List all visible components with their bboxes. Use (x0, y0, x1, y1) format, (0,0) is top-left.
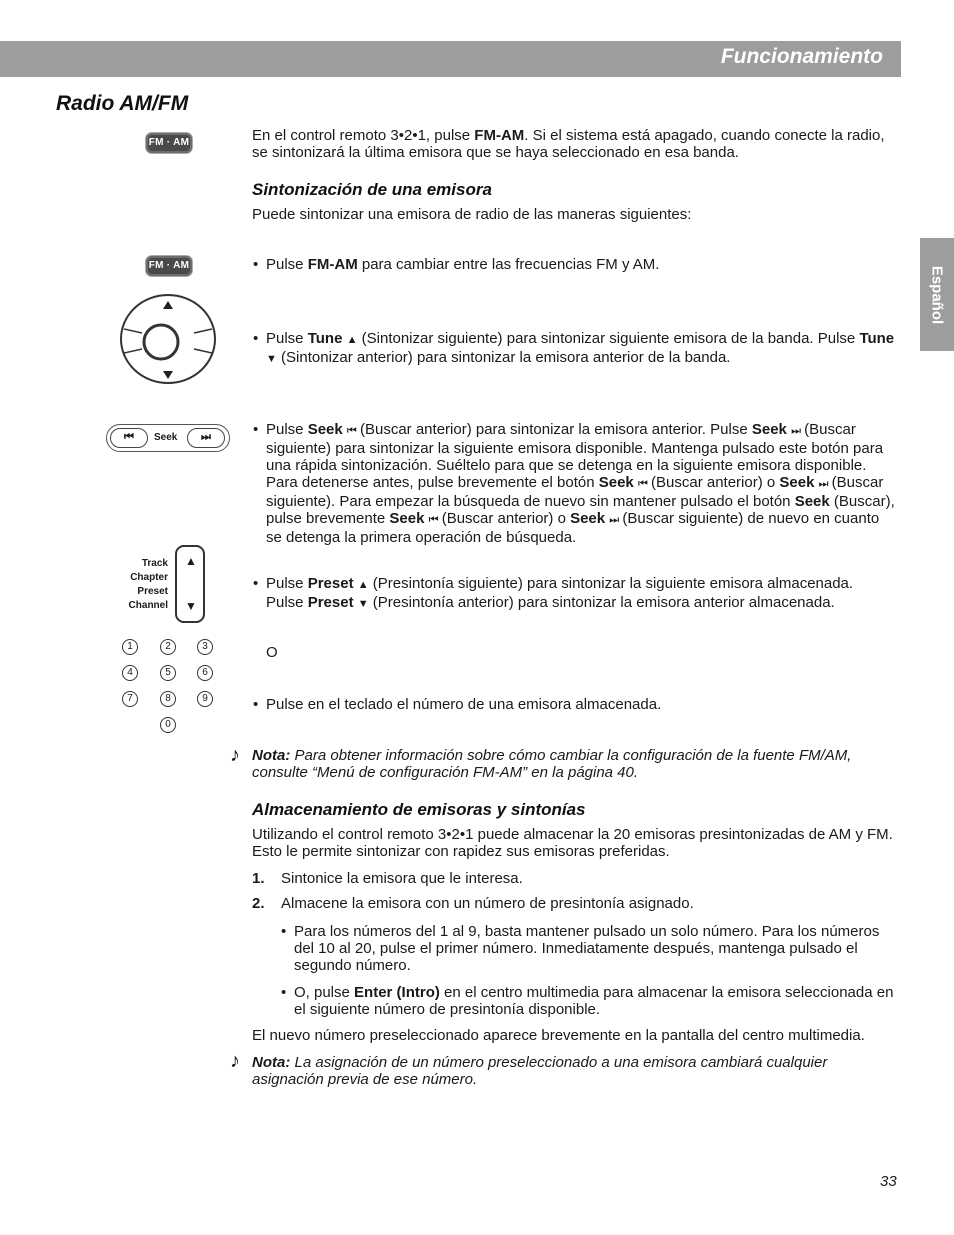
bullet-dot: • (253, 330, 259, 347)
bullet-dot: • (281, 984, 287, 1001)
b3-seek: Seek (307, 421, 343, 438)
seek-forward-icon: ⏭ (187, 428, 225, 448)
storing-closing: El nuevo número preseleccionado aparece brevemente en la pantalla del centro multimedia. (252, 1027, 865, 1044)
tuning-bullet-tune (266, 330, 896, 368)
storing-lead: Utilizando el control remoto 3•2•1 puede almacenar la 20 emisoras presintonizadas de AM y FM. Esto le permite sintonizar con rapidez sus emisoras preferidas. (252, 826, 893, 860)
intro-text-2: . Si el sistema está apagado, cuando conecte la radio, se sintonizará la última emisora que se haya seleccionado en esa banda. (252, 127, 885, 161)
fm-am-button-icon-2: FM · AM (146, 256, 192, 276)
up-triangle-icon: ▲ (357, 579, 369, 591)
b3-t4: (Buscar siguiente). Para empezar la búsqueda de nuevo sin mantener pulsado el botón (266, 474, 884, 510)
or-text: O (266, 644, 278, 661)
rocker-label-preset: Preset (137, 586, 168, 597)
keypad-key-2: 2 (160, 639, 176, 655)
seek-back-icon: ⏮ (346, 425, 356, 437)
tuning-bullet-keypad: Pulse en el teclado el número de una emisora almacenada. (266, 696, 662, 713)
rocker-label-track: Track (141, 558, 168, 569)
fm-am-button-icon: FM · AM (146, 133, 192, 153)
b4-post: (Presintonía anterior) para sintonizar la emisora anterior almacenada. (368, 594, 835, 611)
b3-t5: (Buscar), pulse brevemente (266, 493, 895, 527)
b4-mid: (Presintonía siguiente) para sintonizar la siguiente emisora almacenada. (368, 575, 854, 592)
preset-rocker-icon (175, 545, 205, 623)
down-triangle-icon: ▼ (185, 599, 197, 613)
step-2-sub-2 (294, 984, 898, 1018)
sub2-pre: O, pulse (294, 984, 355, 1001)
rocker-label-chapter: Chapter (130, 572, 168, 583)
language-tab-label: Español (928, 265, 946, 324)
b4-bold-1: Preset (307, 575, 354, 592)
header-title: Funcionamiento (720, 45, 883, 68)
b3-seek: Seek (570, 510, 606, 527)
step-2-number (252, 895, 265, 912)
note-1-label: Nota: (252, 747, 291, 764)
b4-pre: Pulse (266, 575, 308, 592)
step-2-sub-1: Para los números del 1 al 9, basta mantener pulsado un solo número. Para los números del 10 al 20, pulse el primer número. Inmediatamente después, mantenga pulsado el segundo número. (294, 923, 880, 974)
up-triangle-icon: ▲ (185, 554, 197, 568)
step-1-num: 1. (252, 870, 265, 887)
note-2-label: Nota: (252, 1054, 291, 1071)
b3-t3: (Buscar anterior) o (646, 474, 780, 491)
tuning-lead: Puede sintonizar una emisora de radio de las maneras siguientes: (252, 206, 692, 223)
seek-label: Seek (154, 432, 178, 443)
seek-forward-icon: ⏭ (609, 514, 619, 526)
keypad-key-8: 8 (160, 691, 176, 707)
b3-t2: (Buscar siguiente) para sintonizar la siguiente emisora disponible. Mantenga pulsado este botón para una rápida sintonización. Suéltelo para que se detenga en la siguiente emisora disponible. Para detenerse antes, pulse brevemente el botón (266, 421, 884, 491)
seek-back-icon: ⏮ (637, 478, 647, 490)
b4-bold-2: Preset (307, 594, 354, 611)
page-number: 33 (880, 1173, 897, 1190)
seek-back-icon: ⏮ (428, 514, 438, 526)
language-tab (920, 238, 954, 351)
b3-t1: (Buscar anterior) para sintonizar la emisora anterior. Pulse (355, 421, 752, 438)
rocker-label-channel: Channel (128, 600, 168, 611)
keypad-key-3: 3 (197, 639, 213, 655)
music-note-icon: ♪ (230, 1050, 240, 1072)
note-2 (252, 1054, 852, 1088)
b1-post: para cambiar entre las frecuencias FM y AM. (357, 256, 660, 273)
b3-seek: Seek (598, 474, 634, 491)
down-triangle-icon: ▼ (266, 353, 277, 365)
bullet-dot: • (281, 923, 287, 940)
up-triangle-icon: ▲ (346, 334, 358, 346)
b4-pre-2: Pulse (266, 594, 308, 611)
bullet-dot: • (253, 696, 259, 713)
tuning-bullet-fmam (266, 256, 896, 273)
keypad-key-4: 4 (122, 665, 138, 681)
intro-bold: FM-AM (474, 127, 525, 144)
intro-paragraph (252, 127, 897, 161)
b3-t7: (Buscar siguiente) de nuevo en cuanto se detenga la primera operación de búsqueda. (266, 510, 880, 546)
b1-bold: FM-AM (307, 256, 358, 273)
step-2-num: 2. (252, 895, 265, 912)
header-bar (0, 41, 901, 77)
step-1-number (252, 870, 265, 887)
seek-back-icon: ⏮ (110, 428, 148, 448)
seek-forward-icon: ⏭ (818, 478, 828, 490)
seek-forward-icon: ⏭ (791, 425, 800, 437)
keypad-key-5: 5 (160, 665, 176, 681)
bullet-dot: • (253, 575, 259, 592)
b3-t6: (Buscar anterior) o (437, 510, 571, 527)
tune-pad-icon (118, 293, 218, 385)
b3-seek: Seek (794, 493, 830, 510)
b2-bold-1: Tune (307, 330, 343, 347)
section-title: Radio AM/FM (56, 92, 189, 115)
tuning-heading: Sintonización de una emisora (252, 180, 492, 199)
sub2-post: en el centro multimedia para almacenar la emisora seleccionada en el siguiente número de presintonía disponible. (294, 984, 894, 1018)
storing-heading: Almacenamiento de emisoras y sintonías (252, 800, 586, 819)
keypad-key-0: 0 (160, 717, 176, 733)
seek-buttons-icon (106, 424, 230, 452)
tuning-bullet-preset (266, 575, 896, 613)
note-1-text: Para obtener información sobre cómo cambiar la configuración de la fuente FM/AM, consulte “Menú de configuración FM-AM” en la página 40. (252, 747, 852, 781)
b1-pre: Pulse (266, 256, 308, 273)
bullet-dot: • (253, 256, 259, 273)
note-1 (252, 747, 892, 781)
sub2-bold: Enter (Intro) (354, 984, 440, 1001)
note-2-text: La asignación de un número preseleccionado a una emisora cambiará cualquier asignación previa de ese número. (252, 1054, 828, 1088)
step-2-text: Almacene la emisora con un número de presintonía asignado. (281, 895, 694, 912)
step-1-text: Sintonice la emisora que le interesa. (281, 870, 523, 887)
music-note-icon: ♪ (230, 744, 240, 766)
b2-mid: (Sintonizar siguiente) para sintonizar siguiente emisora de la banda. Pulse (357, 330, 860, 347)
intro-text-1: En el control remoto 3•2•1, pulse (252, 127, 475, 144)
tuning-bullet-seek (266, 421, 898, 546)
b3-seek: Seek (779, 474, 815, 491)
b3-seek: Seek (751, 421, 787, 438)
bullet-dot: • (253, 421, 259, 438)
keypad-key-1: 1 (122, 639, 138, 655)
b2-post: (Sintonizar anterior) para sintonizar la emisora anterior de la banda. (276, 349, 731, 366)
keypad-key-7: 7 (122, 691, 138, 707)
keypad-key-6: 6 (197, 665, 213, 681)
b3-pre: Pulse (266, 421, 308, 438)
b2-pre: Pulse (266, 330, 308, 347)
rocker-labels (129, 557, 168, 613)
b3-seek: Seek (389, 510, 425, 527)
down-triangle-icon: ▼ (357, 598, 369, 610)
keypad-key-9: 9 (197, 691, 213, 707)
b2-bold-2: Tune (859, 330, 895, 347)
